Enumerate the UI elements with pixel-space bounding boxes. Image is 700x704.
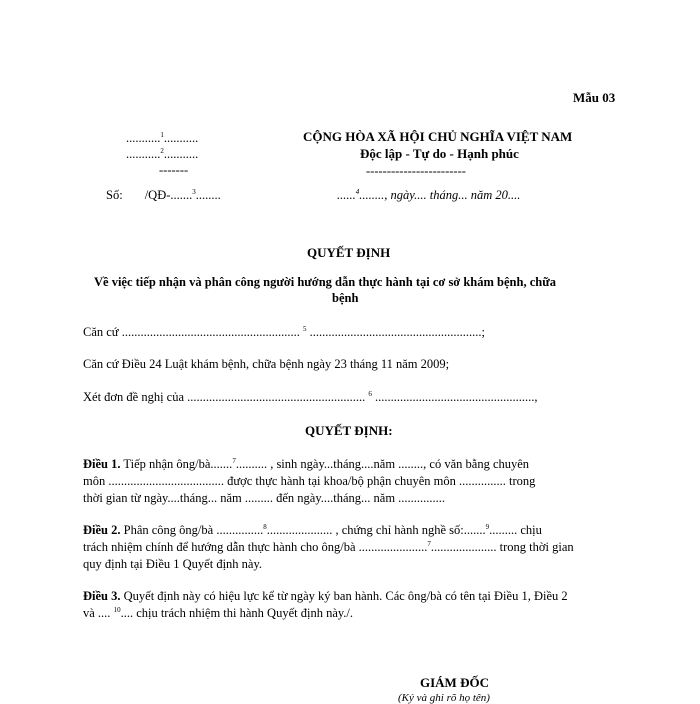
signer-note: (Ký và ghi rõ họ tên) <box>398 692 490 704</box>
place-date-line: ......$^4$........, ngày.... tháng... năm 20.... <box>337 187 521 202</box>
article-3: Điều 3. Quyết định này có hiệu lực kể từ ngày ký ban hành. Các ông/bà có tên tại Điều 1, Điều 2 và .... $^{10}$.... chịu trách nhiệm thi hành Quyết định này./. <box>83 589 568 620</box>
document-subject-line-1: Về việc tiếp nhận và phân công người hướng dẫn thực hành tại cơ sở khám bệnh, chữa <box>94 275 556 289</box>
document-subject-line-2: bệnh <box>332 291 359 305</box>
legal-basis-2: Căn cứ Điều 24 Luật khám bệnh, chữa bệnh ngày 23 tháng 11 năm 2009; <box>83 357 450 371</box>
document-number: Số: /QĐ-.......$^3$........ <box>106 187 221 202</box>
agency-line-2: ...........$^2$........... <box>126 146 199 161</box>
article-1: Điều 1. Tiếp nhận ông/bà.......$^7$.......... , sinh ngày...tháng....năm ........, có văn bằng chuyên môn ..................................... được thực hành tại khoa/bộ phận chuyên môn ............... trong thời gian từ ngày....tháng... năm ......... đến ngày....tháng... năm ............... <box>83 456 536 505</box>
agency-line-1: ...........$^1$........... <box>126 130 199 145</box>
article-3-label: Điều 3. <box>83 589 121 603</box>
form-code: Mẫu 03 <box>573 90 616 105</box>
nation-name: CỘNG HÒA XÃ HỘI CHỦ NGHĨA VIỆT NAM <box>303 129 573 144</box>
legal-basis-1: Căn cứ ......................................................... $^5$ .......................................................; <box>83 324 485 339</box>
motto-divider: ------------------------ <box>366 164 466 178</box>
article-1-label: Điều 1. <box>83 457 121 471</box>
article-2-label: Điều 2. <box>83 523 121 537</box>
nation-motto: Độc lập - Tự do - Hạnh phúc <box>360 146 519 161</box>
agency-divider: ------- <box>159 163 189 177</box>
article-2: Điều 2. Phân công ông/bà ...............$^8$..................... , chứng chỉ hành nghề số:.......$^9$......... chịu trách nhiệm chính để hướng dẫn thực hành cho ông/bà ......................$^7$..................... trong thời gian quy định tại Điều 1 Quyết định này. <box>83 522 574 571</box>
document-title: QUYẾT ĐỊNH <box>307 245 391 260</box>
signer-title: GIÁM ĐỐC <box>420 675 489 690</box>
proposal-basis: Xét đơn đề nghị của ......................................................... $^6$ ..................................................., <box>83 389 538 404</box>
decision-heading: QUYẾT ĐỊNH: <box>305 423 393 438</box>
